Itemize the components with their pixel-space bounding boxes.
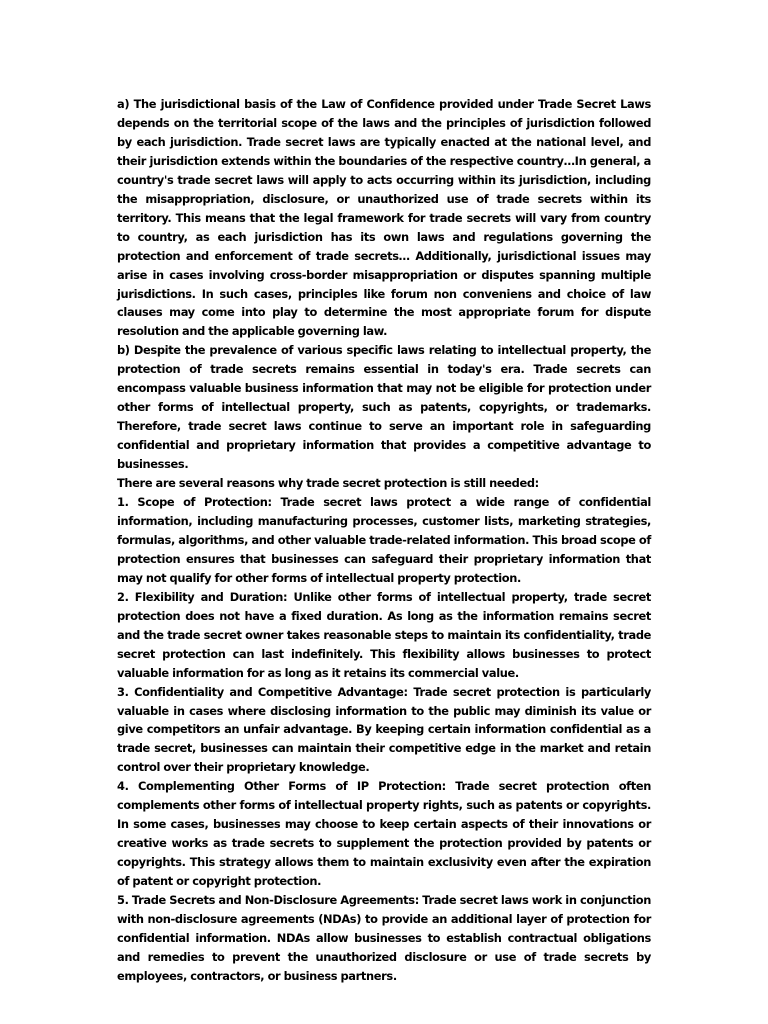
- list-item-confidentiality-advantage: 3. Confidentiality and Competitive Advantage: Trade secret protection is particularly valuable in cases where disclosing information to the public may diminish its value or give competitors an unfair advantage. By keeping certain information confidential as a trade secret, businesses can maintain their competitive edge in the market and retain control over their proprietary knowledge.: [117, 684, 651, 775]
- paragraph-reasons-intro: There are several reasons why trade secret protection is still needed:: [117, 476, 539, 491]
- list-item-flexibility-duration: 2. Flexibility and Duration: Unlike other forms of intellectual property, trade secret protection does not have a fixed duration. As long as the information remains secret and the trade secret owner takes reasonable steps to maintain its confidentiality, trade secret protection can last indefinitely. This flexibility allows businesses to protect valuable information for as long as it retains its commercial value.: [117, 589, 651, 680]
- document-body: [117, 95, 651, 986]
- list-item-ndas: 5. Trade Secrets and Non-Disclosure Agreements: Trade secret laws work in conjunction with non-disclosure agreements (NDAs) to provide an additional layer of protection for confidential information. NDAs allow businesses to establish contractual obligations and remedies to prevent the unauthorized disclosure or use of trade secrets by employees, contractors, or business partners.: [117, 893, 651, 983]
- list-item-scope-of-protection: 1. Scope of Protection: Trade secret laws protect a wide range of confidential information, including manufacturing processes, customer lists, marketing strategies, formulas, algorithms, and other valuable trade-related information. This broad scope of protection ensures that businesses can safeguard their proprietary information that may not qualify for other forms of intellectual property protection.: [117, 495, 651, 585]
- paragraph-jurisdiction: a) The jurisdictional basis of the Law of Confidence provided under Trade Secret Laws depends on the territorial scope of the laws and the principles of jurisdiction followed by each jurisdiction. Trade secret laws are typically enacted at the national level, and their jurisdiction extends within the boundaries of the respective country…In general, a country's trade secret laws will apply to acts occurring within its jurisdiction, including the misappropriation, disclosure, or unauthorized use of trade secrets within its territory. This means that the legal framework for trade secrets will vary from country to country, as each jurisdiction has its own laws and regulations governing the protection and enforcement of trade secrets… Additionally, jurisdictional issues may arise in cases involving cross-border misappropriation or disputes spanning multiple jurisdictions. In such cases, principles like forum non conveniens and choice of law clauses may come into play to determine the most appropriate forum for dispute resolution and the applicable governing law.: [117, 97, 651, 339]
- list-item-complementing-ip: 4. Complementing Other Forms of IP Protection: Trade secret protection often complements other forms of intellectual property rights, such as patents or copyrights. In some cases, businesses may choose to keep certain aspects of their innovations or creative works as trade secrets to supplement the protection provided by patents or copyrights. This strategy allows them to maintain exclusivity even after the expiration of patent or copyright protection.: [117, 779, 651, 889]
- paragraph-trade-secret-importance: b) Despite the prevalence of various specific laws relating to intellectual property, the protection of trade secrets remains essential in today's era. Trade secrets can encompass valuable business information that may not be eligible for protection under other forms of intellectual property, such as patents, copyrights, or trademarks. Therefore, trade secret laws continue to serve an important role in safeguarding confidential and proprietary information that provides a competitive advantage to businesses.: [117, 343, 651, 472]
